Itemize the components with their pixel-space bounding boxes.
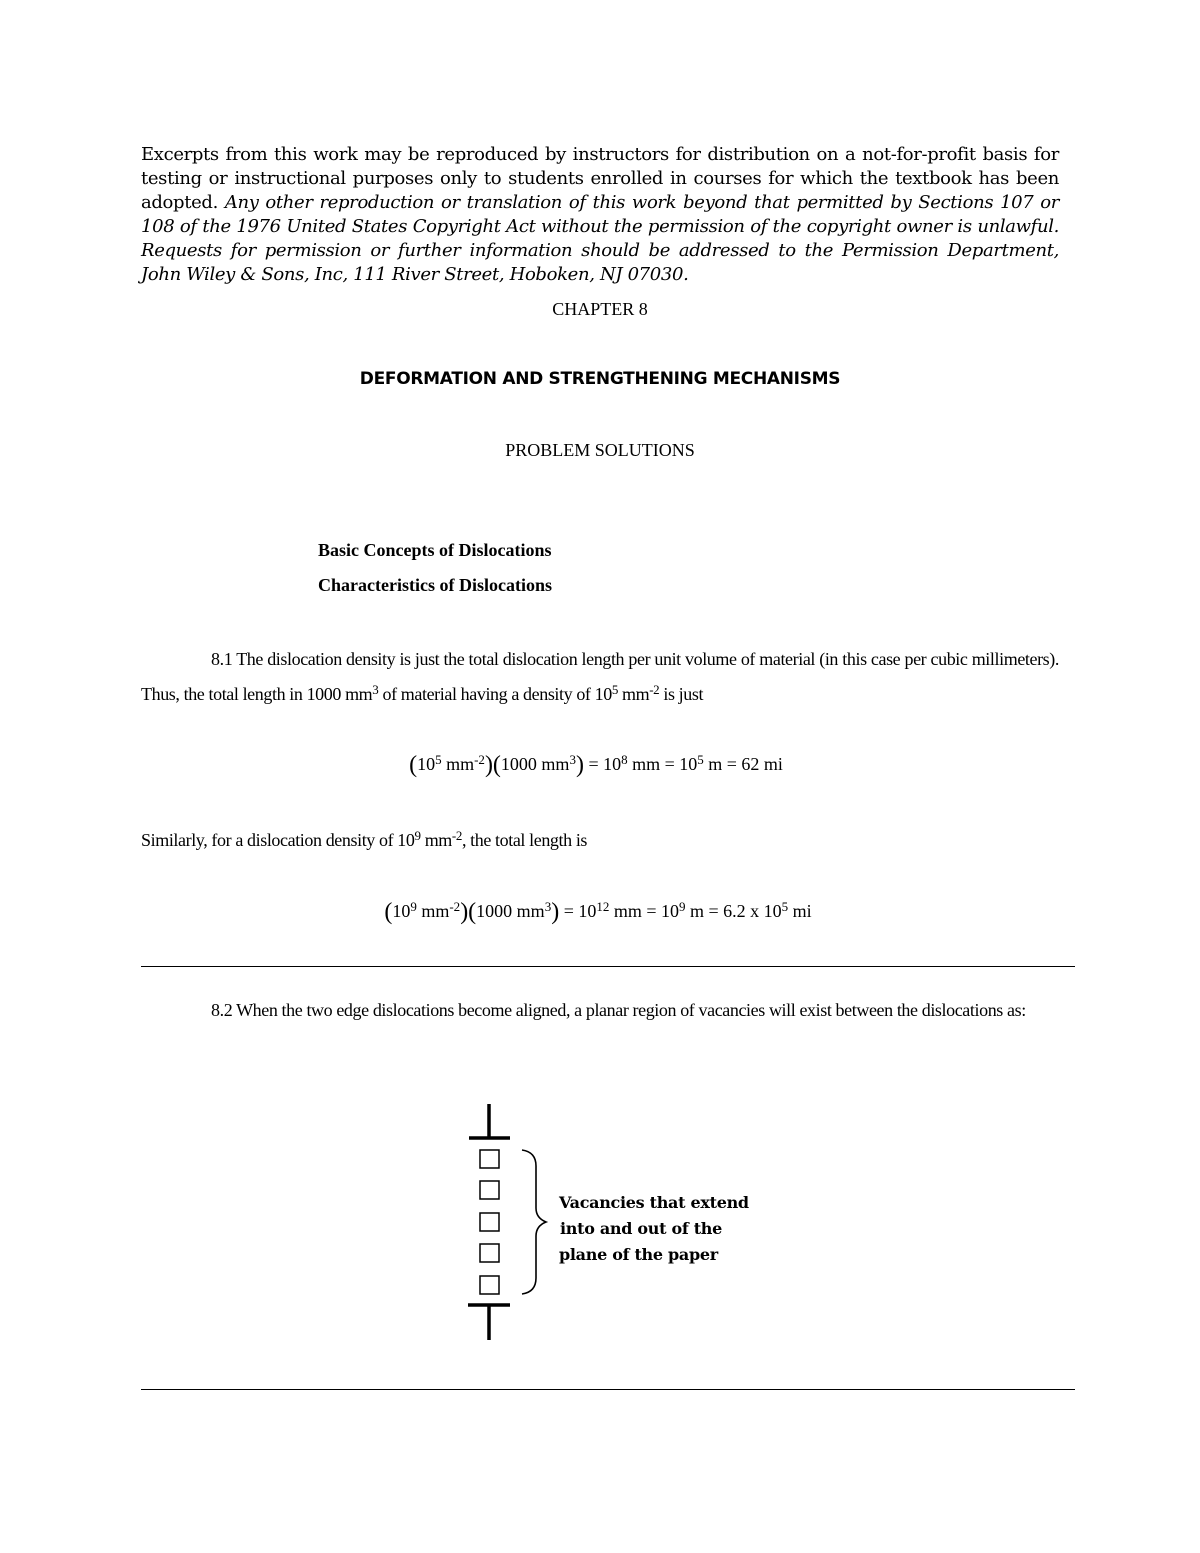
equation-8-1b: ($10^9$ $mm^{-2})(1000$ $mm^3) = 10^{12}$ mm = $10^9$ m = 6.2 x $10^5$ mi: [384, 899, 812, 925]
figure-label-line2: into and out of the: [560, 1219, 722, 1238]
chapter-title: DEFORMATION AND STRENGTHENING MECHANISMS: [359, 369, 841, 389]
copyright-notice-plain: Excerpts from this work may be reproduced by instructors for distribution on a not-for-profit basis for testing or instructional purposes only to students enrolled in courses for which the textbook has been adopted.: [141, 144, 1059, 213]
top-edge-dislocation-symbol: [469, 1104, 510, 1138]
problem-solutions-heading: PROBLEM SOLUTIONS: [505, 440, 695, 460]
chapter-label: CHAPTER 8: [552, 299, 648, 319]
figure-label-line1: Vacancies that extend: [559, 1193, 749, 1212]
dislocation-vacancies-figure: [460, 1100, 760, 1345]
section-heading-basic-concepts: Basic Concepts of Dislocations: [318, 540, 552, 560]
horizontal-divider: [141, 966, 1075, 967]
vacancy-square: [480, 1150, 499, 1168]
equation-8-1a: ($10^5$ $mm^{-2})(1000$ $mm^3) = 10^8$ mm = $10^5$ m = 62 mi: [409, 752, 783, 778]
curly-brace: [522, 1150, 546, 1294]
section-heading-characteristics: Characteristics of Dislocations: [318, 575, 552, 595]
problem-8-1-text: 8.1 The dislocation density is just the total dislocation length per unit volume of material (in this case per cubic millimeters). Thus, the total length in 1000 $mm^3$ of material having a density of $10^5$ $mm^{-2}$ is just: [141, 649, 1059, 704]
vacancy-square: [480, 1244, 499, 1262]
vacancy-square: [480, 1213, 499, 1231]
copyright-notice-italic: Any other reproduction or translation of this work beyond that permitted by Sections 107 or 108 of the 1976 United States Copyright Act without the permission of the copyright owner is unlawful. Requests for permission or further information should be addressed to the Permission Department, John Wiley & Sons, Inc, 111 River Street, Hoboken, NJ 07030.: [141, 192, 1059, 285]
problem-8-1-similarly-text: Similarly, for a dislocation density of $10^9$ $mm^{-2}$, the total length is: [141, 828, 588, 850]
bottom-edge-dislocation-symbol: [468, 1305, 510, 1340]
vacancy-square: [480, 1276, 499, 1294]
figure-label-line3: plane of the paper: [559, 1245, 718, 1264]
problem-8-2-text: 8.2 When the two edge dislocations become aligned, a planar region of vacancies will exist between the dislocations as:: [211, 1000, 1026, 1020]
copyright-notice: [141, 143, 1059, 287]
horizontal-divider: [141, 1389, 1075, 1390]
vacancy-square: [480, 1181, 499, 1199]
